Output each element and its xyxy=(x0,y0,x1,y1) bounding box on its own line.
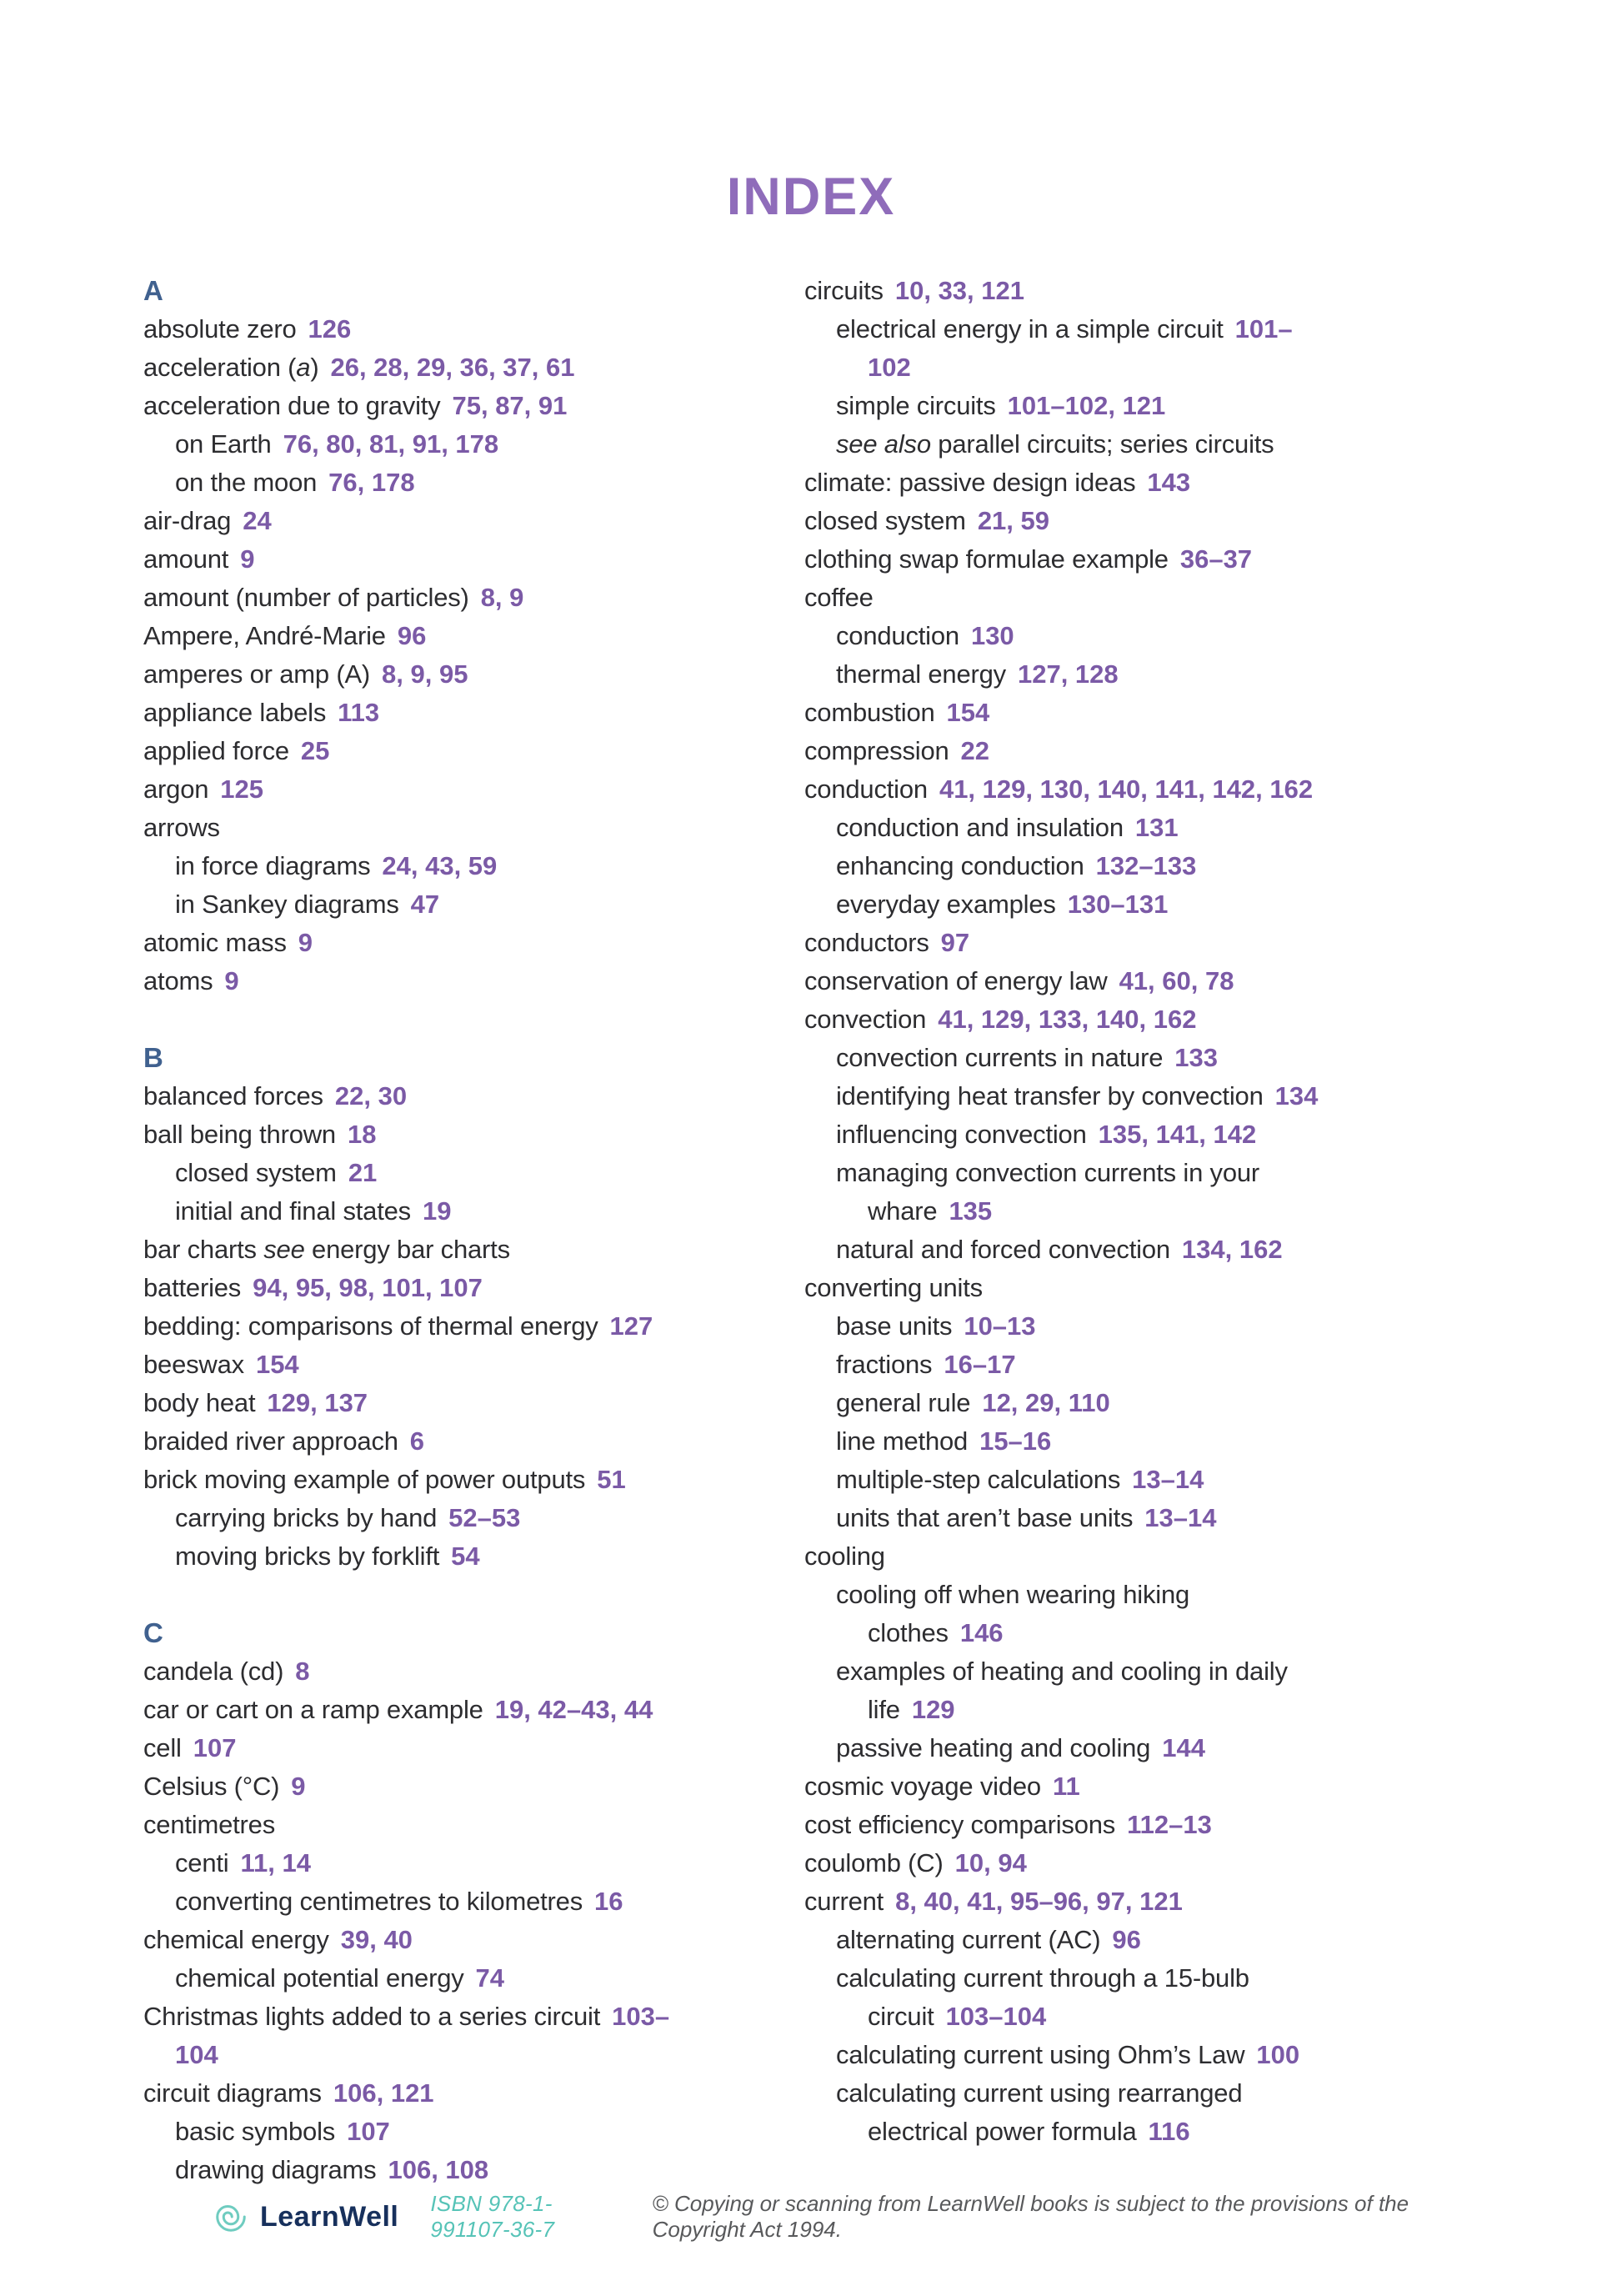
index-entry xyxy=(804,1844,1513,1882)
index-entry xyxy=(143,1231,803,1269)
page-numbers: 19 xyxy=(422,1196,452,1226)
entry-text: acceleration due to gravity xyxy=(143,391,441,420)
page-numbers: 143 xyxy=(1147,468,1191,497)
index-entry xyxy=(143,310,803,348)
page-numbers: 135 xyxy=(949,1196,993,1226)
section-gap xyxy=(143,1576,803,1614)
index-entry xyxy=(143,348,803,387)
entry-text: clothing swap formulae example xyxy=(804,544,1169,574)
entry-text: cooling off when wearing hiking xyxy=(836,1580,1190,1609)
page-numbers: 129 xyxy=(911,1695,955,1724)
page-numbers: 15–16 xyxy=(979,1426,1052,1456)
index-entry xyxy=(143,1384,803,1422)
entry-text: passive heating and cooling xyxy=(836,1733,1151,1762)
index-entry xyxy=(804,1461,1513,1499)
entry-text: managing convection currents in your xyxy=(836,1158,1260,1187)
page-numbers: 26, 28, 29, 36, 37, 61 xyxy=(330,353,575,382)
entry-text: circuit xyxy=(868,2002,934,2031)
page-numbers: 75, 87, 91 xyxy=(452,391,568,420)
index-entry xyxy=(143,617,803,655)
index-entry xyxy=(804,1154,1513,1192)
page-numbers: 8, 9, 95 xyxy=(382,659,468,689)
page-numbers: 107 xyxy=(193,1733,237,1762)
entry-text: circuits xyxy=(804,276,884,305)
entry-text: chemical energy xyxy=(143,1925,329,1954)
page-numbers: 25 xyxy=(300,736,330,765)
entry-text: Ampere, André-Marie xyxy=(143,621,386,650)
entry-text: candela (cd) xyxy=(143,1657,284,1686)
index-entry xyxy=(804,1307,1513,1346)
index-entry xyxy=(804,1346,1513,1384)
entry-text: in force diagrams xyxy=(175,851,371,880)
page-numbers: 11, 14 xyxy=(240,1848,311,1877)
entry-text: conservation of energy law xyxy=(804,966,1108,995)
page-title: INDEX xyxy=(726,168,896,226)
section-header: C xyxy=(143,1617,163,1648)
index-entry xyxy=(143,1269,803,1307)
index-entry xyxy=(804,617,1513,655)
entry-text: batteries xyxy=(143,1273,242,1302)
entry-text: calculating current through a 15-bulb xyxy=(836,1963,1249,1993)
index-entry xyxy=(804,924,1513,962)
page-numbers: 103–104 xyxy=(945,2002,1047,2031)
page-numbers: 9 xyxy=(240,544,255,574)
index-entry xyxy=(143,2151,803,2189)
page-numbers: 144 xyxy=(1162,1733,1205,1762)
index-entry xyxy=(804,1959,1513,1998)
copyright-text: © Copying or scanning from LearnWell books is subject to the provisions of the Copyright Act 1994. xyxy=(652,2191,1409,2242)
page-numbers: 154 xyxy=(946,698,990,727)
index-entry xyxy=(143,847,803,885)
page-numbers: 127 xyxy=(609,1311,653,1341)
index-entry xyxy=(804,540,1513,579)
entry-text: body heat xyxy=(143,1388,256,1417)
index-entry xyxy=(804,1806,1513,1844)
entry-text: climate: passive design ideas xyxy=(804,468,1136,497)
index-entry xyxy=(804,1077,1513,1115)
page-numbers: 132–133 xyxy=(1095,851,1197,880)
index-entry xyxy=(143,1767,803,1806)
index-entry xyxy=(804,1652,1513,1691)
index-entry xyxy=(143,1499,803,1537)
entry-text: electrical energy in a simple circuit xyxy=(836,314,1224,343)
index-entry xyxy=(804,2113,1513,2151)
entry-text: ball being thrown xyxy=(143,1120,336,1149)
entry-text: conductors xyxy=(804,928,929,957)
page-numbers: 24 xyxy=(243,506,272,535)
entry-text: absolute zero xyxy=(143,314,297,343)
entry-text: natural and forced convection xyxy=(836,1235,1170,1264)
page-numbers: 21 xyxy=(348,1158,378,1187)
entry-text: clothes xyxy=(868,1618,949,1647)
index-column-left xyxy=(143,272,803,2189)
index-entry xyxy=(804,1921,1513,1959)
index-entry xyxy=(143,1921,803,1959)
index-entry xyxy=(804,1537,1513,1576)
page-numbers: 16 xyxy=(594,1887,623,1916)
page-numbers: 13–14 xyxy=(1144,1503,1217,1532)
entry-text: conduction and insulation xyxy=(836,813,1124,842)
page-numbers: 18 xyxy=(347,1120,377,1149)
page-numbers: 47 xyxy=(410,890,440,919)
index-entry xyxy=(804,310,1513,348)
entry-text: beeswax xyxy=(143,1350,244,1379)
index-entry xyxy=(143,1154,803,1192)
page-numbers: 19, 42–43, 44 xyxy=(494,1695,653,1724)
page-numbers: 134 xyxy=(1274,1081,1319,1110)
entry-text: drawing diagrams xyxy=(175,2155,377,2184)
index-entry xyxy=(143,540,803,579)
page-numbers: 126 xyxy=(308,314,352,343)
page-numbers: 13–14 xyxy=(1132,1465,1204,1494)
page-numbers: 76, 178 xyxy=(328,468,415,497)
entry-text: on Earth xyxy=(175,429,272,459)
entry-text: coulomb (C) xyxy=(804,1848,944,1877)
section-header: B xyxy=(143,1042,163,1073)
index-entry xyxy=(804,348,1513,387)
index-entry xyxy=(804,1039,1513,1077)
index-entry xyxy=(143,1192,803,1231)
page-numbers: 74 xyxy=(475,1963,505,1993)
isbn-text: ISBN 978-1-991107-36-7 xyxy=(430,2191,555,2242)
page-numbers: 6 xyxy=(409,1426,425,1456)
entry-text: compression xyxy=(804,736,949,765)
page-numbers: 101– xyxy=(1234,314,1293,343)
entry-text: units that aren’t base units xyxy=(836,1503,1134,1532)
entry-text: examples of heating and cooling in daily xyxy=(836,1657,1288,1686)
index-entry xyxy=(804,579,1513,617)
brand-name: LearnWell xyxy=(260,2200,399,2233)
index-entry xyxy=(143,1115,803,1154)
entry-text: balanced forces xyxy=(143,1081,323,1110)
index-entry xyxy=(804,1115,1513,1154)
index-entry xyxy=(804,694,1513,732)
index-entry xyxy=(804,1269,1513,1307)
entry-text: life xyxy=(868,1695,900,1724)
page-numbers: 54 xyxy=(451,1542,480,1571)
page-numbers: 113 xyxy=(338,698,380,727)
entry-text: Christmas lights added to a series circuit xyxy=(143,2002,601,2031)
index-entry xyxy=(143,1998,803,2036)
entry-text: everyday examples xyxy=(836,890,1056,919)
entry-text: circuit diagrams xyxy=(143,2078,322,2108)
page-numbers: 112–13 xyxy=(1127,1810,1212,1839)
index-entry xyxy=(143,655,803,694)
index-entry xyxy=(804,962,1513,1000)
index-entry xyxy=(804,2074,1513,2113)
entry-text: combustion xyxy=(804,698,935,727)
index-entry xyxy=(804,1882,1513,1921)
entry-text: appliance labels xyxy=(143,698,327,727)
entry-text: fractions xyxy=(836,1350,933,1379)
index-entry xyxy=(804,2036,1513,2074)
entry-text: simple circuits xyxy=(836,391,996,420)
index-entry xyxy=(143,1346,803,1384)
entry-text: on the moon xyxy=(175,468,318,497)
page-numbers: 107 xyxy=(347,2117,390,2146)
index-entry xyxy=(804,732,1513,770)
index-entry xyxy=(143,1729,803,1767)
index-entry xyxy=(804,464,1513,502)
index-entry xyxy=(143,1307,803,1346)
entry-text: carrying bricks by hand xyxy=(175,1503,438,1532)
page-numbers: 130–131 xyxy=(1067,890,1169,919)
page-numbers: 103– xyxy=(612,2002,670,2031)
entry-text: centi xyxy=(175,1848,229,1877)
page-numbers: 52–53 xyxy=(448,1503,521,1532)
page-numbers: 154 xyxy=(255,1350,299,1379)
page-numbers: 102 xyxy=(868,353,911,382)
entry-text: closed system xyxy=(175,1158,337,1187)
index-entry xyxy=(804,1192,1513,1231)
index-entry xyxy=(804,387,1513,425)
index-entry xyxy=(804,1998,1513,2036)
index-entry xyxy=(804,1576,1513,1614)
page-numbers: 8, 9 xyxy=(480,583,524,612)
page-numbers: 125 xyxy=(220,775,264,804)
page-numbers: 9 xyxy=(298,928,313,957)
entry-text: see also parallel circuits; series circuits xyxy=(836,429,1274,459)
index-entry xyxy=(143,425,803,464)
index-entry xyxy=(143,1806,803,1844)
index-entry xyxy=(143,2074,803,2113)
index-entry xyxy=(804,809,1513,847)
index-entry xyxy=(804,1384,1513,1422)
page-numbers: 134, 162 xyxy=(1181,1235,1283,1264)
entry-text: bar charts see energy bar charts xyxy=(143,1235,510,1264)
page-numbers: 36–37 xyxy=(1179,544,1253,574)
entry-text: multiple-step calculations xyxy=(836,1465,1121,1494)
page-numbers: 97 xyxy=(940,928,970,957)
entry-text: line method xyxy=(836,1426,969,1456)
entry-text: amperes or amp (A) xyxy=(143,659,371,689)
entry-text: initial and final states xyxy=(175,1196,411,1226)
index-entry xyxy=(143,924,803,962)
page-numbers: 51 xyxy=(597,1465,626,1494)
entry-text: moving bricks by forklift xyxy=(175,1542,440,1571)
page-numbers: 9 xyxy=(224,966,239,995)
page-numbers: 100 xyxy=(1256,2040,1300,2069)
index-entry xyxy=(804,847,1513,885)
index-entry xyxy=(804,1729,1513,1767)
entry-text: Celsius (°C) xyxy=(143,1772,280,1801)
page-numbers: 133 xyxy=(1174,1043,1218,1072)
page-numbers: 10, 94 xyxy=(954,1848,1027,1877)
entry-text: alternating current (AC) xyxy=(836,1925,1101,1954)
page-numbers: 41, 129, 133, 140, 162 xyxy=(938,1005,1197,1034)
entry-text: base units xyxy=(836,1311,953,1341)
index-entry xyxy=(143,1882,803,1921)
index-entry xyxy=(804,1691,1513,1729)
page-numbers: 22, 30 xyxy=(334,1081,408,1110)
entry-text: amount xyxy=(143,544,229,574)
learnwell-logo-icon xyxy=(210,2196,252,2238)
entry-text: calculating current using rearranged xyxy=(836,2078,1243,2108)
page-numbers: 104 xyxy=(175,2040,218,2069)
index-entry xyxy=(143,464,803,502)
page-numbers: 39, 40 xyxy=(340,1925,413,1954)
entry-text: amount (number of particles) xyxy=(143,583,469,612)
index-entry xyxy=(143,1959,803,1998)
entry-text: conduction xyxy=(836,621,959,650)
index-entry xyxy=(143,1077,803,1115)
page-numbers: 106, 121 xyxy=(333,2078,434,2108)
page-numbers: 16–17 xyxy=(944,1350,1016,1379)
index-entry xyxy=(143,387,803,425)
section-gap xyxy=(143,1000,803,1039)
index-entry xyxy=(143,502,803,540)
entry-text: applied force xyxy=(143,736,289,765)
entry-text: general rule xyxy=(836,1388,971,1417)
entry-text: converting centimetres to kilometres xyxy=(175,1887,583,1916)
page-numbers: 101–102, 121 xyxy=(1007,391,1166,420)
page-numbers: 10, 33, 121 xyxy=(894,276,1024,305)
entry-text: converting units xyxy=(804,1273,983,1302)
entry-text: thermal energy xyxy=(836,659,1006,689)
page-numbers: 116 xyxy=(1148,2117,1190,2146)
entry-text: argon xyxy=(143,775,209,804)
index-entry xyxy=(143,1691,803,1729)
index-entry xyxy=(143,1422,803,1461)
index-entry xyxy=(804,425,1513,464)
index-entry xyxy=(143,962,803,1000)
page-numbers: 8 xyxy=(295,1657,310,1686)
page-numbers: 96 xyxy=(1112,1925,1141,1954)
entry-text: convection currents in nature xyxy=(836,1043,1164,1072)
index-entry xyxy=(143,809,803,847)
index-entry xyxy=(143,2036,803,2074)
entry-text: bedding: comparisons of thermal energy xyxy=(143,1311,598,1341)
index-entry xyxy=(804,1000,1513,1039)
index-entry xyxy=(143,1461,803,1499)
index-entry xyxy=(143,1537,803,1576)
page-numbers: 127, 128 xyxy=(1017,659,1119,689)
entry-text: current xyxy=(804,1887,884,1916)
entry-text: cosmic voyage video xyxy=(804,1772,1041,1801)
index-column-right xyxy=(804,272,1513,2151)
page-numbers: 12, 29, 110 xyxy=(982,1388,1110,1417)
section-header: A xyxy=(143,275,163,306)
index-entry xyxy=(143,1844,803,1882)
entry-text: car or cart on a ramp example xyxy=(143,1695,483,1724)
page-footer xyxy=(210,2191,1427,2243)
entry-text: brick moving example of power outputs xyxy=(143,1465,586,1494)
page-numbers: 130 xyxy=(970,621,1014,650)
entry-text: braided river approach xyxy=(143,1426,398,1456)
index-entry xyxy=(143,885,803,924)
page-numbers: 41, 60, 78 xyxy=(1119,966,1234,995)
index-entry xyxy=(143,694,803,732)
entry-text: coffee xyxy=(804,583,874,612)
index-entry xyxy=(143,770,803,809)
page-numbers: 106, 108 xyxy=(388,2155,489,2184)
page-numbers: 8, 40, 41, 95–96, 97, 121 xyxy=(895,1887,1183,1916)
entry-text: whare xyxy=(868,1196,938,1226)
page-numbers: 131 xyxy=(1134,813,1179,842)
index-entry xyxy=(143,2113,803,2151)
entry-text: identifying heat transfer by convection xyxy=(836,1081,1264,1110)
page-numbers: 21, 59 xyxy=(977,506,1050,535)
entry-text: air-drag xyxy=(143,506,232,535)
index-entry xyxy=(804,655,1513,694)
entry-text: closed system xyxy=(804,506,966,535)
index-entry xyxy=(804,885,1513,924)
index-entry xyxy=(804,272,1513,310)
entry-text: arrows xyxy=(143,813,220,842)
page-numbers: 96 xyxy=(397,621,427,650)
index-entry xyxy=(804,1767,1513,1806)
page-numbers: 22 xyxy=(960,736,990,765)
page-numbers: 76, 80, 81, 91, 178 xyxy=(283,429,499,459)
page-numbers: 11 xyxy=(1052,1772,1080,1801)
index-entry xyxy=(143,579,803,617)
entry-text: calculating current using Ohm’s Law xyxy=(836,2040,1245,2069)
page-numbers: 24, 43, 59 xyxy=(382,851,498,880)
entry-text: basic symbols xyxy=(175,2117,336,2146)
index-entry xyxy=(804,770,1513,809)
entry-text: cell xyxy=(143,1733,182,1762)
index-entry xyxy=(804,1499,1513,1537)
page-numbers: 135, 141, 142 xyxy=(1098,1120,1257,1149)
index-entry xyxy=(804,1231,1513,1269)
index-entry xyxy=(804,1422,1513,1461)
entry-text: atomic mass xyxy=(143,928,287,957)
index-entry xyxy=(804,1614,1513,1652)
page-numbers: 94, 95, 98, 101, 107 xyxy=(253,1273,483,1302)
entry-text: chemical potential energy xyxy=(175,1963,464,1993)
entry-text: acceleration (a) xyxy=(143,353,319,382)
index-entry xyxy=(143,1652,803,1691)
entry-text: atoms xyxy=(143,966,213,995)
index-entry xyxy=(804,502,1513,540)
entry-text: cost efficiency comparisons xyxy=(804,1810,1116,1839)
entry-text: enhancing conduction xyxy=(836,851,1084,880)
entry-text: in Sankey diagrams xyxy=(175,890,399,919)
entry-text: cooling xyxy=(804,1542,885,1571)
entry-text: convection xyxy=(804,1005,927,1034)
page-numbers: 10–13 xyxy=(964,1311,1036,1341)
page-numbers: 41, 129, 130, 140, 141, 142, 162 xyxy=(939,775,1314,804)
entry-text: conduction xyxy=(804,775,928,804)
page-numbers: 9 xyxy=(291,1772,306,1801)
index-entry xyxy=(143,732,803,770)
entry-text: electrical power formula xyxy=(868,2117,1137,2146)
entry-text: centimetres xyxy=(143,1810,276,1839)
entry-text: influencing convection xyxy=(836,1120,1087,1149)
page-numbers: 146 xyxy=(959,1618,1004,1647)
page-numbers: 129, 137 xyxy=(267,1388,368,1417)
